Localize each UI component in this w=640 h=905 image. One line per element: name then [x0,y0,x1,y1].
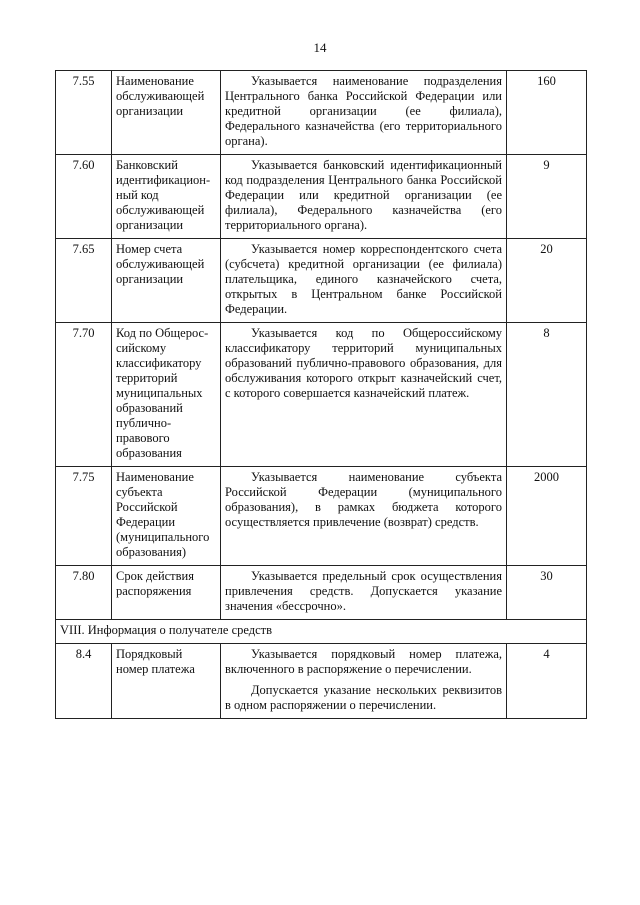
requisite-name: Срок действия распоряжения [112,566,221,620]
description-paragraph: Указывается предельный срок осуществления привлечения средств. Допускается указание значения «бессрочно». [225,569,502,613]
table-row [56,323,587,467]
description-paragraph: Допускается указание нескольких реквизитов в одном распоряжении о перечислении. [225,683,502,712]
requisite-description [221,239,507,323]
max-length-value: 30 [507,566,587,620]
requisite-description [221,467,507,566]
description-paragraph: Указывается порядковый номер платежа, включенного в распоряжение о перечислении. [225,647,502,676]
description-paragraph: Указывается банковский идентификационный код подразделения Центрального банка Российской Федерации или кредитной организации (ее филиала), Федерального казначейства (его территориального органа). [225,158,502,232]
requisite-name: Порядковый номер платежа [112,644,221,719]
requisites-table-body [56,71,587,719]
requisite-name: Код по Общерос-сийскому классификатору территорий муниципальных образований публично-правового образования [112,323,221,467]
requisite-description [221,566,507,620]
max-length-value: 8 [507,323,587,467]
requisite-description [221,71,507,155]
description-paragraph: Указывается номер корреспондентского счета (субсчета) кредитной организации (ее филиала) плательщика, единого казначейского счета, открытых в Центральном банке Российской Федерации. [225,242,502,316]
requisites-table [55,70,587,719]
page-number: 14 [313,40,327,55]
requisite-name: Банковский идентификацион-ный код обслуживающей организации [112,155,221,239]
table-row [56,467,587,566]
row-number: 8.4 [56,644,112,719]
row-number: 7.55 [56,71,112,155]
requisite-name: Наименование субъекта Российской Федерации (муниципального образования) [112,467,221,566]
requisite-description [221,644,507,719]
max-length-value: 2000 [507,467,587,566]
section-header: VIII. Информация о получателе средств [56,620,587,644]
max-length-value: 160 [507,71,587,155]
description-paragraph: Указывается наименование подразделения Центрального банка Российской Федерации или кредитной организации (ее филиала), Федерального казначейства (его территориального органа). [225,74,502,148]
requisite-description [221,323,507,467]
row-number: 7.80 [56,566,112,620]
table-row [56,71,587,155]
max-length-value: 9 [507,155,587,239]
max-length-value: 4 [507,644,587,719]
row-number: 7.75 [56,467,112,566]
section-header-row [56,620,587,644]
row-number: 7.70 [56,323,112,467]
table-row [56,566,587,620]
row-number: 7.60 [56,155,112,239]
description-paragraph: Указывается код по Общероссийскому классификатору территорий муниципальных образований публично-правового образования, для обслуживания которого открыт казначейский счет, с которого совершается казначейский платеж. [225,326,502,400]
table-row [56,155,587,239]
requisite-name: Номер счета обслуживающей организации [112,239,221,323]
description-paragraph: Указывается наименование субъекта Российской Федерации (муниципального образования), в рамках бюджета которого осуществляется привлечение (возврат) средств. [225,470,502,529]
table-row [56,644,587,719]
max-length-value: 20 [507,239,587,323]
requisite-description [221,155,507,239]
row-number: 7.65 [56,239,112,323]
table-row [56,239,587,323]
requisite-name: Наименование обслуживающей организации [112,71,221,155]
